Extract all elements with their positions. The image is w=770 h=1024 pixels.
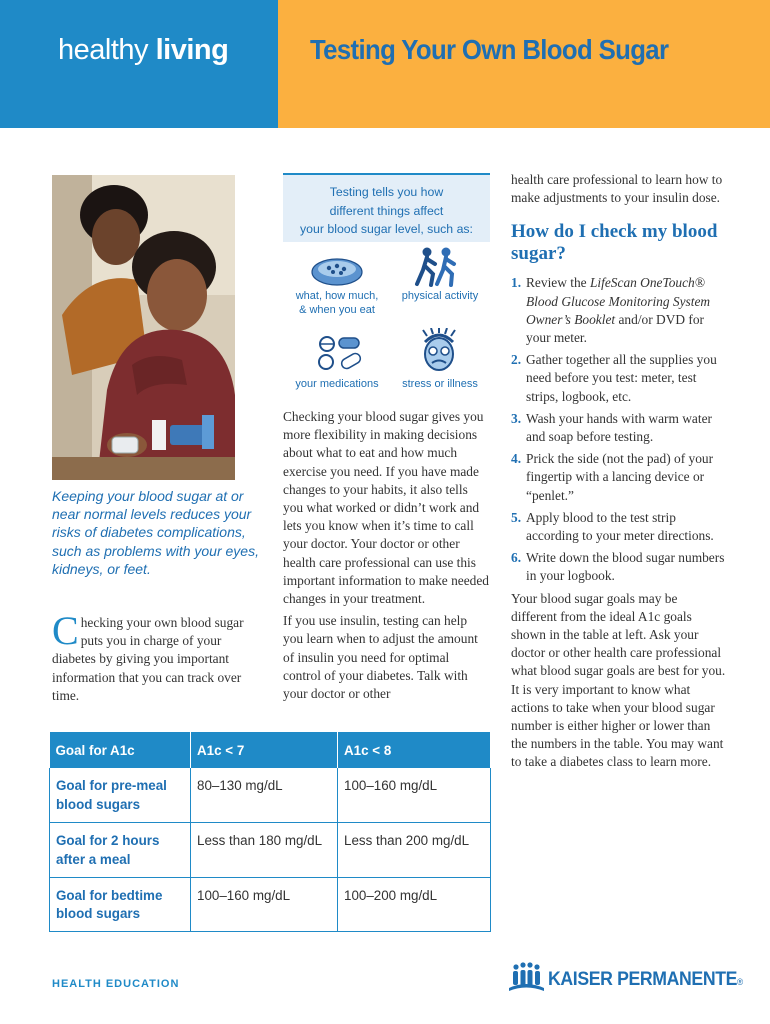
- step-item: [511, 410, 726, 446]
- step-number: 2.: [511, 352, 522, 368]
- middle-paragraph-2: If you use insulin, testing can help you learn when to adjust the amount of insulin you need for optimal control of your diabetes. Talk with your doctor or other: [283, 613, 478, 702]
- right-column: [511, 171, 726, 772]
- step-number: 5.: [511, 509, 522, 525]
- brand-bold: living: [155, 34, 229, 66]
- table-cell: 100–160 mg/dL: [338, 768, 491, 823]
- photo-illustration: [52, 175, 235, 480]
- page-title: Testing Your Own Blood Sugar: [310, 34, 669, 65]
- step-text: Apply blood to the test strip according to your meter directions.: [526, 509, 714, 544]
- step-text: Review the: [526, 275, 590, 291]
- kaiser-permanente-wordmark: [548, 969, 743, 991]
- brand-title: [58, 34, 228, 67]
- step-text: Write down the blood sugar numbers in your logbook.: [526, 550, 725, 584]
- continued-text: health care professional to learn how to make adjustments to your insulin dose.: [511, 172, 723, 206]
- people-photo: [52, 175, 235, 480]
- factors-heading-line: different things affect: [329, 203, 444, 218]
- steps-list: [511, 274, 726, 585]
- step-text: Prick the side (not the pad) of your fingertip with a lancing device or “penlet.”: [526, 451, 714, 503]
- table-header-cell: Goal for A1c: [50, 732, 191, 768]
- step-item: [511, 509, 726, 545]
- step-item: [511, 549, 726, 585]
- photo-caption: Keeping your blood sugar at or near normal levels reduces your risks of diabetes complications, such as problems with your eyes, kidneys, or feet.: [52, 488, 259, 577]
- table-row: [50, 768, 491, 823]
- step-item: [511, 351, 726, 406]
- table-row: [50, 823, 491, 878]
- logo-registered-mark: ®: [737, 977, 743, 987]
- factor-label-activity: physical activity: [401, 290, 479, 302]
- step-number: 3.: [511, 410, 522, 426]
- brand-light: healthy: [58, 34, 149, 66]
- step-text: Gather together all the supplies you need before you test: meter, test strips, logbook, etc.: [526, 352, 717, 404]
- step-text: and/or DVD for your meter.: [526, 311, 705, 346]
- step-item: [511, 274, 726, 347]
- factor-label-stress: stress or illness: [402, 378, 478, 390]
- intro-text: hecking your own blood sugar puts you in charge of your diabetes by giving you important information that you can track over time.: [52, 615, 244, 703]
- factors-heading-line: your blood sugar level, such as:: [300, 222, 473, 236]
- step-text: Wash your hands with warm water and soap before testing.: [526, 410, 712, 445]
- factor-label-food: [287, 290, 387, 317]
- check-heading: How do I check my blood sugar?: [511, 221, 718, 265]
- drop-cap: C: [52, 608, 79, 653]
- factors-box-heading: [283, 175, 490, 242]
- pills-icon: [317, 334, 365, 374]
- table-cell: 100–200 mg/dL: [338, 877, 491, 932]
- table-row-header: Goal for bedtime blood sugars: [50, 877, 191, 932]
- walking-people-icon: [413, 246, 459, 288]
- table-cell: 80–130 mg/dL: [191, 768, 338, 823]
- table-row-header: Goal for 2 hours after a meal: [50, 823, 191, 878]
- step-number: 4.: [511, 451, 522, 467]
- table-header-row: [50, 732, 491, 768]
- factor-label-line: & when you eat: [299, 303, 375, 316]
- table-cell: Less than 200 mg/dL: [338, 823, 491, 878]
- factors-box: [283, 173, 490, 399]
- table-cell: Less than 180 mg/dL: [191, 823, 338, 878]
- factors-grid: [283, 242, 490, 397]
- step-item: [511, 450, 726, 505]
- middle-paragraph-1: Checking your blood sugar gives you more flexibility in making decisions about what to eat and how much exercise you need. If you have made changes to your habits, it also tells you what worked or didn’t work and lets you know when it’s time to call your doctor. Your doctor or other health care professional can use this important information to make needed changes in your treatment.: [283, 409, 490, 607]
- table-header-cell: A1c < 7: [191, 732, 338, 768]
- factors-heading-line: Testing tells you how: [329, 185, 444, 199]
- table-row-header: Goal for pre-meal blood sugars: [50, 768, 191, 823]
- middle-text: [283, 408, 490, 707]
- table-header-cell: A1c < 8: [338, 732, 491, 768]
- intro-paragraph: [52, 608, 262, 705]
- factor-label-line: what, how much,: [295, 290, 379, 302]
- logo-text: KAISER PERMANENTE: [548, 969, 738, 990]
- stressed-face-icon: [419, 328, 459, 374]
- table-cell: 100–160 mg/dL: [191, 877, 338, 932]
- a1c-goals-table: [49, 732, 491, 932]
- step-number: 6.: [511, 550, 522, 566]
- food-plate-icon: [311, 252, 363, 288]
- closing-paragraph: Your blood sugar goals may be different from the ideal A1c goals shown in the table at left. Ask your doctor or other health care professional what blood sugar goals are best for you. It is very important to know what actions to take when your blood sugar number is either higher or lower than the numbers in the table. You may want to take a diabetes class to learn more.: [511, 590, 726, 770]
- table-row: [50, 877, 491, 932]
- step-number: 1.: [511, 275, 522, 291]
- step-italic-text: LifeScan OneTouch® Blood Glucose Monitoring System Owner’s Booklet: [526, 275, 711, 327]
- factor-label-medications: your medications: [295, 378, 379, 390]
- footer-label: HEALTH EDUCATION: [52, 978, 180, 990]
